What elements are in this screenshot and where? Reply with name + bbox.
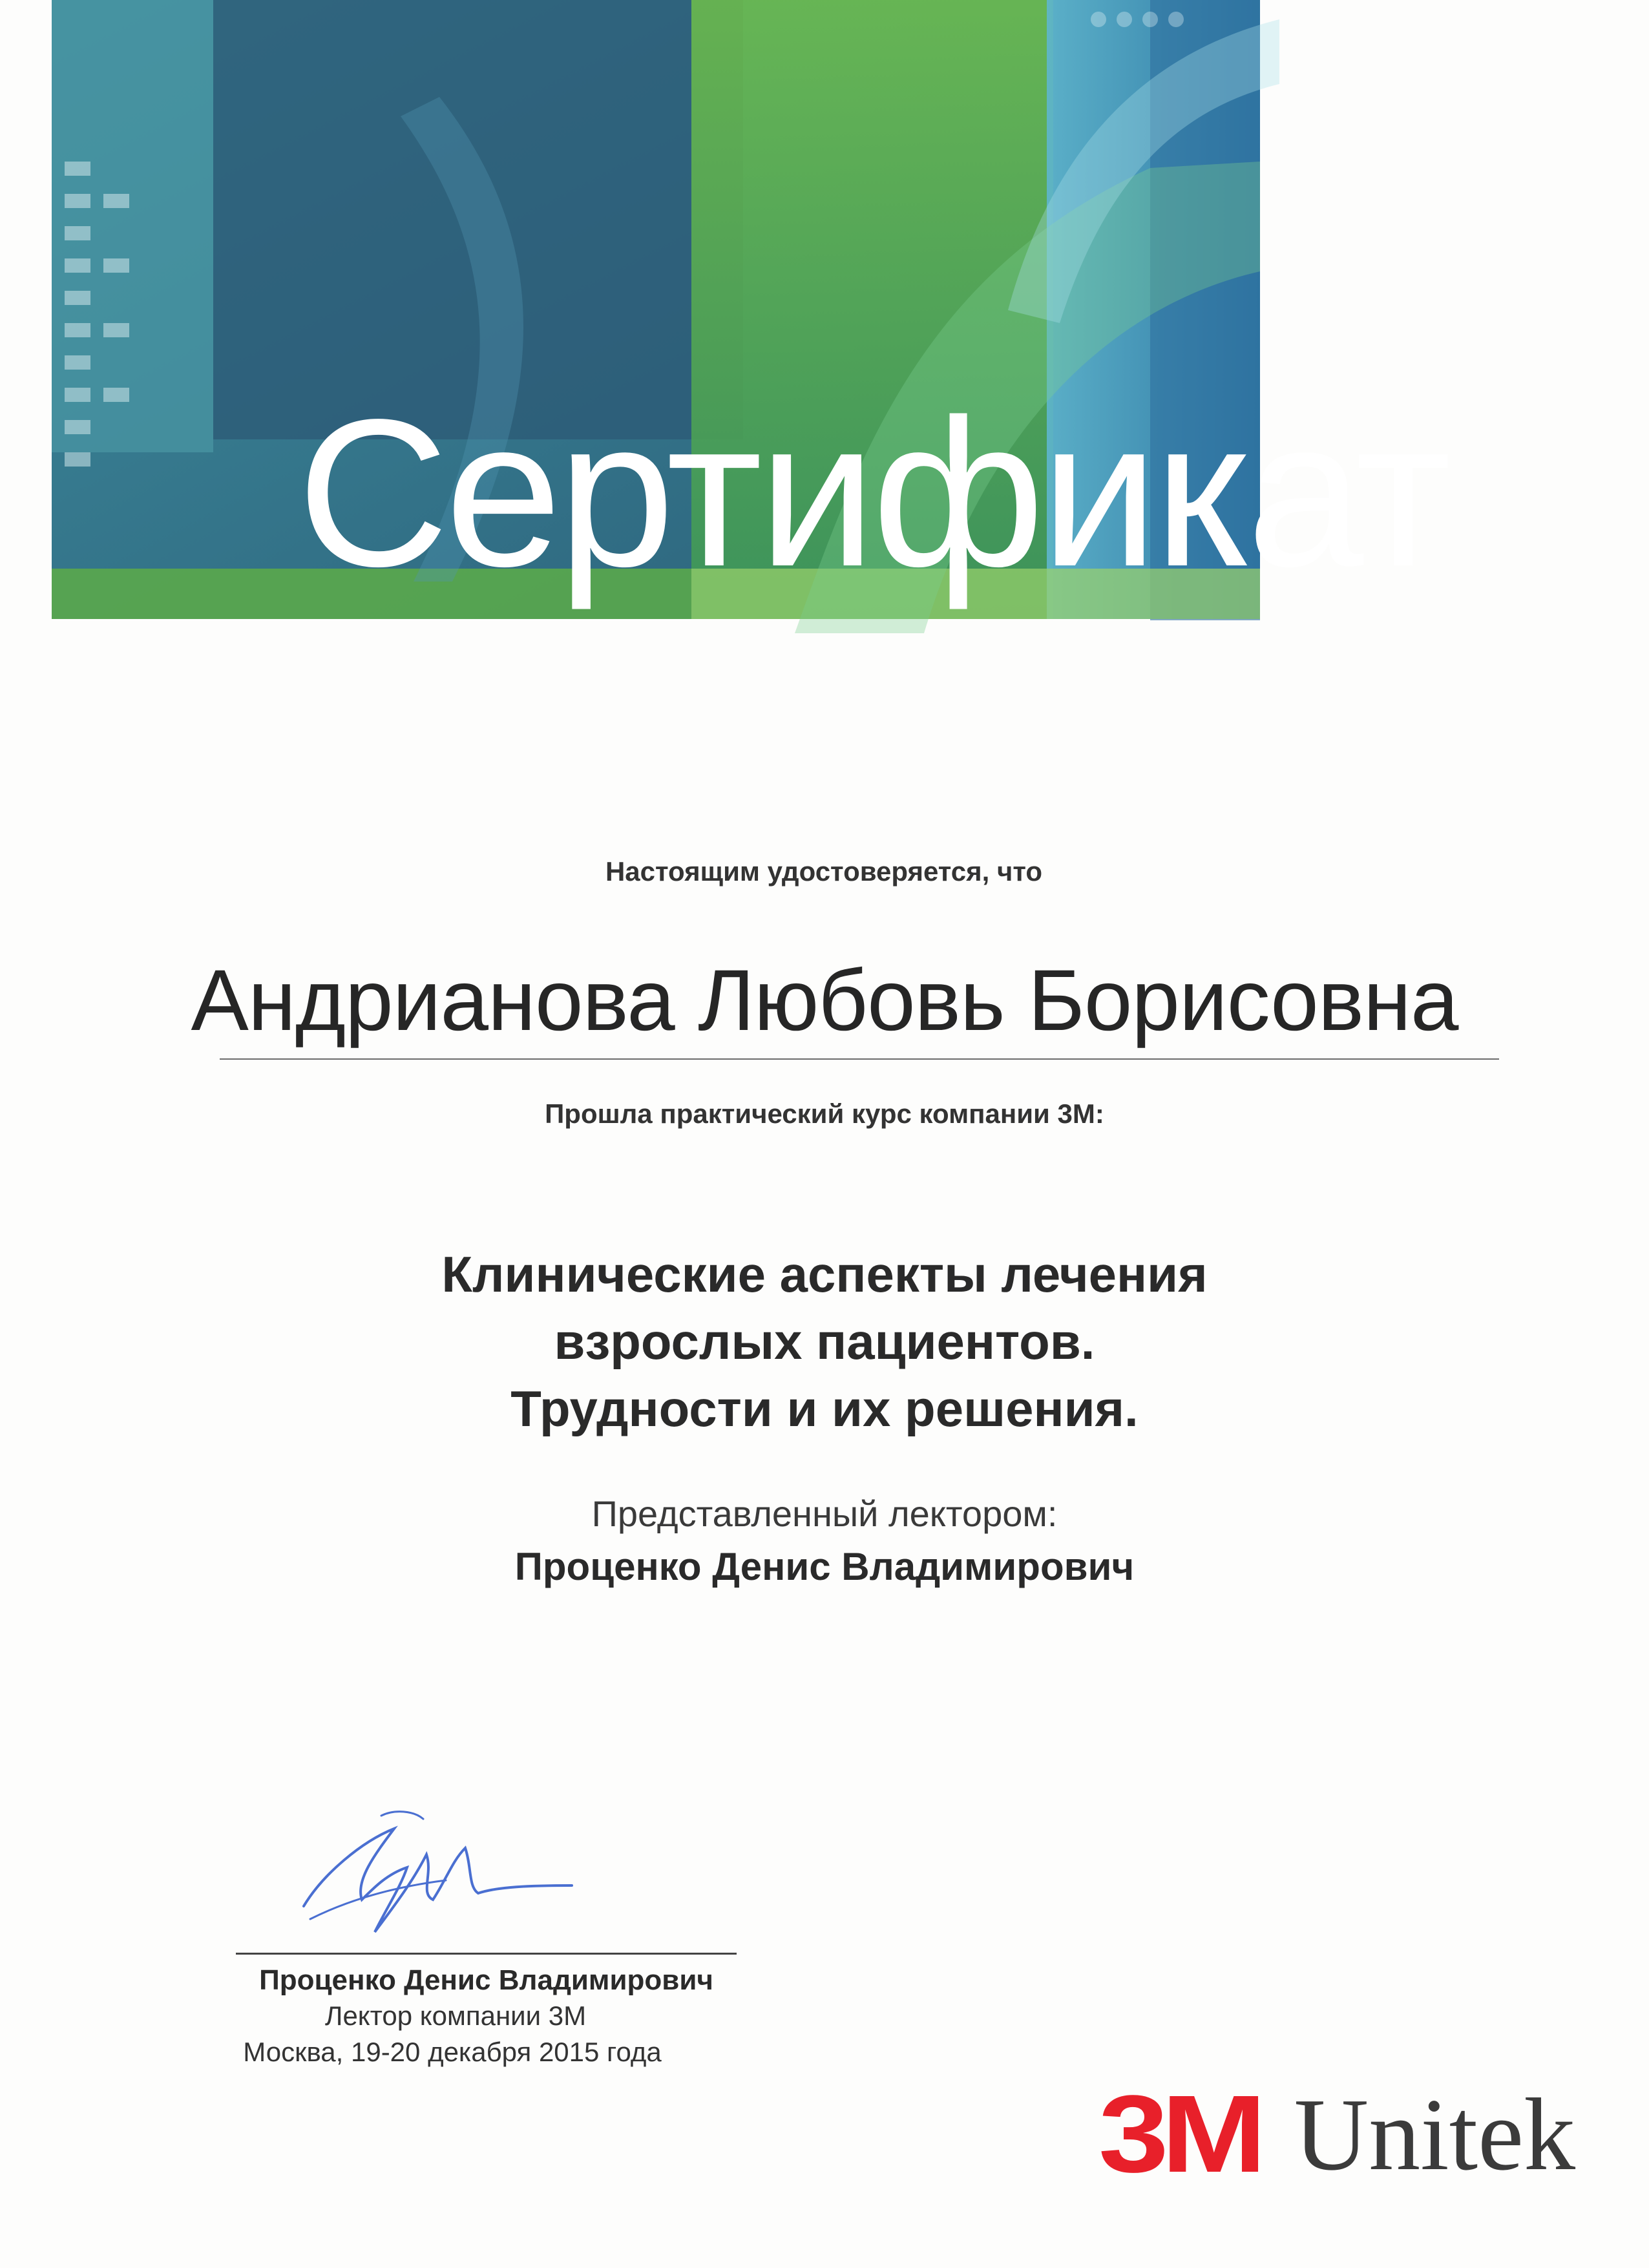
course-title-line-1: Клинические аспекты лечения xyxy=(441,1246,1208,1303)
logo-unitek-wordmark: Unitek xyxy=(1294,2076,1576,2192)
signature-line xyxy=(236,1953,737,1955)
recipient-name: Андрианова Любовь Борисовна xyxy=(191,952,1458,1049)
course-title xyxy=(0,1241,1649,1442)
logo-3m-mark: 3M xyxy=(1098,2073,1259,2196)
signer-name: Проценко Денис Владимирович xyxy=(259,1964,713,1996)
recipient-underline xyxy=(220,1058,1499,1060)
signer-role: Лектор компании 3М xyxy=(324,2000,587,2031)
handwritten-signature xyxy=(284,1803,582,1945)
header-banner xyxy=(52,0,1448,619)
certificate-title: Сертификат xyxy=(297,375,1448,610)
lecturer-label: Представленный лектором: xyxy=(591,1493,1058,1534)
course-intro-text: Прошла практический курс компании 3М: xyxy=(545,1098,1104,1129)
course-title-line-2: взрослых пациентов. xyxy=(554,1313,1095,1370)
company-logo xyxy=(1098,2071,1576,2196)
lecturer-name: Проценко Денис Владимирович xyxy=(514,1545,1135,1588)
place-date: Москва, 19-20 декабря 2015 года xyxy=(243,2037,662,2067)
course-title-line-3: Трудности и их решения. xyxy=(510,1380,1139,1437)
intro-text: Настоящим удостоверяется, что xyxy=(605,856,1043,887)
